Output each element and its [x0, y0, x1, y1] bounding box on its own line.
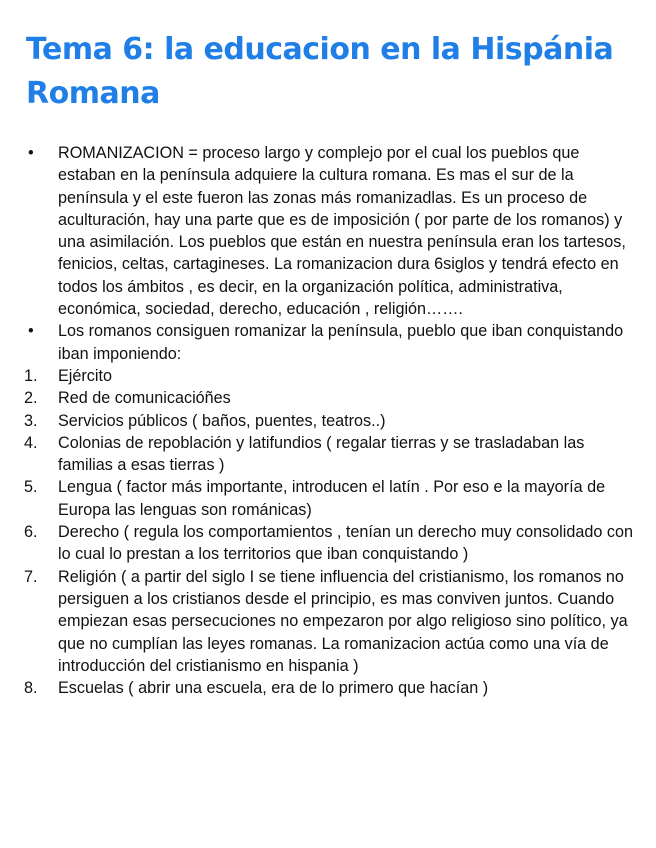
numbered-text: Colonias de repoblación y latifundios ( regalar tierras y se trasladaban las familias a esas tierras ) — [58, 433, 585, 475]
numbered-text: Religión ( a partir del siglo I se tiene influencia del cristianismo, los romanos no persiguen a los cristianos desde el principio, es mas conviven juntos. Cuando empiezan esas persecuciones no empezaron por algo religioso sino político, ya que no cumplían las leyes romanas. La romanizacion actúa como una vía de introducción del cristianismo en hispania ) — [58, 567, 628, 675]
number-marker: 2. — [24, 389, 38, 408]
bullet-item-romanizacion — [0, 142, 633, 320]
numbered-item-4 — [0, 432, 633, 477]
numbered-text: Ejército — [58, 366, 112, 385]
page-title: Tema 6: la educacion en la Hispánia Romana — [26, 32, 614, 111]
number-marker: 5. — [24, 478, 38, 497]
numbered-item-8 — [0, 677, 633, 699]
bullet-marker: • — [28, 322, 34, 341]
number-marker: 7. — [24, 567, 38, 586]
numbered-text: Servicios públicos ( baños, puentes, teatros..) — [58, 411, 386, 430]
numbered-item-3 — [0, 410, 633, 432]
bullet-item-romanos — [0, 320, 633, 365]
bullet-marker: • — [28, 144, 34, 162]
bullet-text: ROMANIZACION = proceso largo y complejo por el cual los pueblos que estaban en la península adquiere la cultura romana. Es mas el sur de la península y el este fueron las zonas más romanizadlas. Es un proceso de aculturación, hay una parte que es de imposición ( por parte de los romanos) y una asimilación. Los pueblos que están en nuestra península eran los tartesos, fenicios, celtas, cartagineses. La romanizacion dura 6siglos y tendrá efecto en todos los ámbitos , es decir, en la organización política, administrativa, económica, sociedad, derecho, educación , religión……. — [58, 144, 626, 319]
numbered-item-2 — [0, 387, 633, 409]
numbered-text: Derecho ( regula los comportamientos , tenían un derecho muy consolidado con lo cual lo prestan a los territorios que iban conquistando ) — [58, 523, 633, 564]
numbered-text: Lengua ( factor más importante, introducen el latín . Por eso e la mayoría de Europa las lenguas son románicas) — [58, 478, 606, 519]
numbered-text: Red de comunicacióñes — [58, 389, 231, 408]
number-marker: 4. — [24, 433, 38, 452]
number-marker: 8. — [24, 679, 38, 698]
numbered-item-5 — [0, 476, 633, 521]
number-marker: 6. — [24, 523, 38, 542]
numbered-item-1 — [0, 365, 633, 387]
number-marker: 1. — [24, 366, 38, 385]
numbered-item-7 — [0, 566, 633, 677]
numbered-text: Escuelas ( abrir una escuela, era de lo primero que hacían ) — [58, 679, 489, 698]
numbered-item-6 — [0, 521, 633, 566]
bullet-text: Los romanos consiguen romanizar la península, pueblo que iban conquistando iban imponiendo: — [58, 322, 624, 363]
document-content — [0, 142, 656, 699]
number-marker: 3. — [24, 411, 38, 430]
